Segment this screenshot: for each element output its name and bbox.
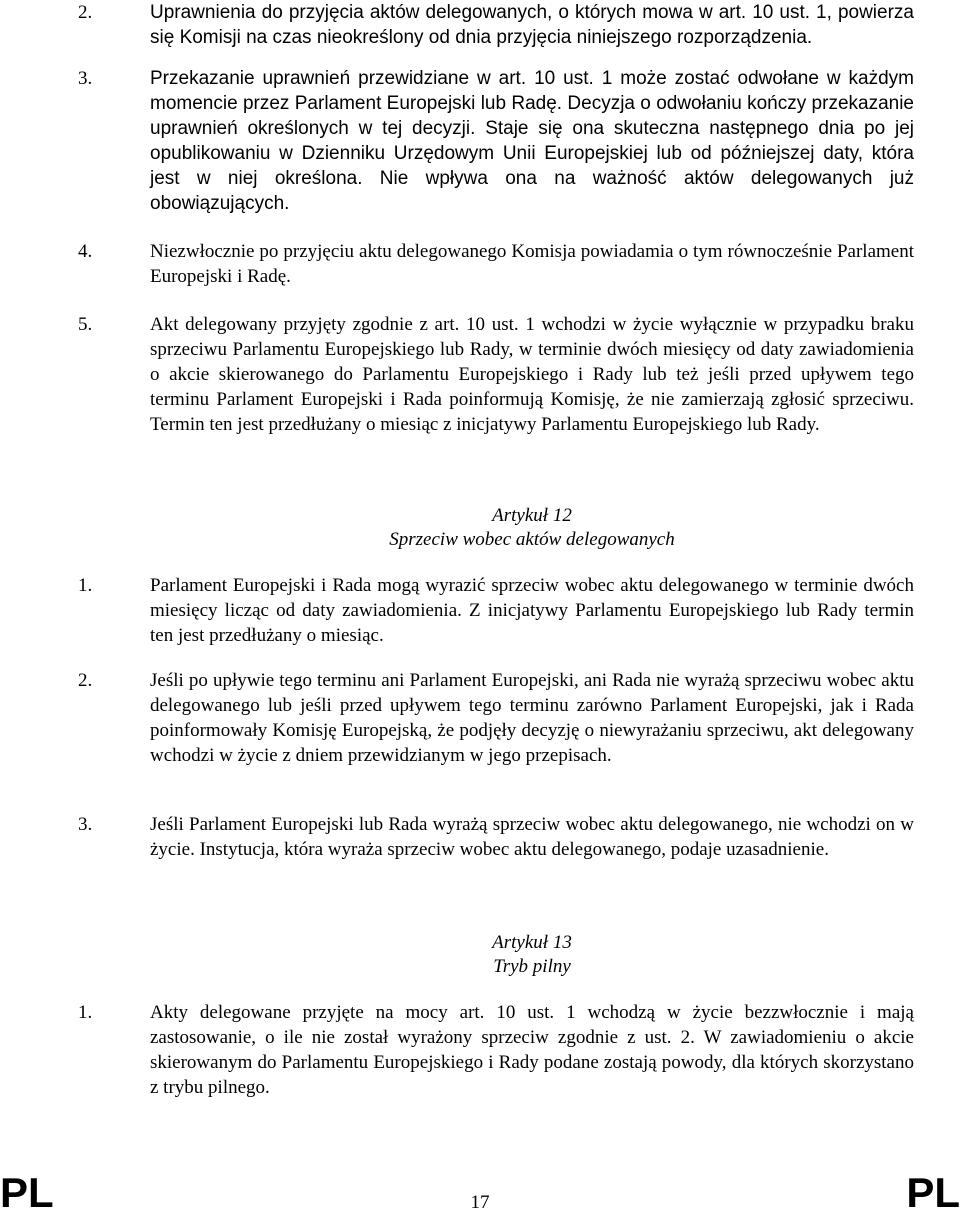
- paragraph-text: Parlament Europejski i Rada mogą wyrazić sprzeciw wobec aktu delegowanego w terminie dwóch miesięcy licząc od daty zawiadomienia. Z inicjatywy Parlamentu Europejskiego lub Rady termin ten jest przedłużany o miesiąc.: [150, 575, 914, 646]
- paragraph-12-3: [78, 812, 914, 862]
- paragraph-text: Akt delegowany przyjęty zgodnie z art. 10 ust. 1 wchodzi w życie wyłącznie w przypadku braku sprzeciwu Parlamentu Europejskiego lub Rady, w terminie dwóch miesięcy od daty zawiadomienia o akcie skierowanego do Parlamentu Europejskiego i Rady lub też jeśli przed upływem tego terminu Parlament Europejski i Rada poinformują Komisję, że nie zamierzają zgłosić sprzeciwu. Termin ten jest przedłużany o miesiąc z inicjatywy Parlamentu Europejskiego lub Rady.: [150, 314, 914, 435]
- paragraph-number: 5.: [78, 314, 93, 335]
- paragraph-number: 1.: [78, 1002, 93, 1023]
- paragraph-number: 3.: [78, 68, 93, 89]
- paragraph-text: Akty delegowane przyjęte na mocy art. 10 ust. 1 wchodzą w życie bezzwłocznie i mają zastosowanie, o ile nie został wyrażony sprzeciw zgodnie z ust. 2. W zawiadomieniu o akcie skierowanym do Parlamentu Europejskiego i Rady podane zostają powody, dla których skorzystano z trybu pilnego.: [150, 1002, 914, 1098]
- paragraph-number: 3.: [78, 814, 93, 835]
- paragraph-text: Przekazanie uprawnień przewidziane w art. 10 ust. 1 może zostać odwołane w każdym momencie przez Parlament Europejski lub Radę. Decyzja o odwołaniu kończy przekazanie uprawnień określonych w tej decyzji. Staje się ona skuteczna następnego dnia po jej opublikowaniu w Dzienniku Urzędowym Unii Europejskiej lub od późniejszej daty, która jest w niej określona. Nie wpływa ona na ważność aktów delegowanych już obowiązujących.: [150, 68, 914, 214]
- paragraph-12-2: [78, 668, 914, 768]
- paragraph-text: Niezwłocznie po przyjęciu aktu delegowanego Komisja powiadamia o tym równocześnie Parlament Europejski i Radę.: [150, 241, 914, 287]
- paragraph-text: Jeśli po upływie tego terminu ani Parlament Europejski, ani Rada nie wyrażą sprzeciwu wobec aktu delegowanego lub jeśli przed upływem tego terminu zarówno Parlament Europejski, jak i Rada poinformowały Komisję Europejską, że podjęły decyzję o niewyrażaniu sprzeciwu, akt delegowany wchodzi w życie z dniem przewidzianym w jego przepisach.: [150, 670, 914, 766]
- paragraph-number: 2.: [78, 2, 93, 23]
- paragraph-number: 1.: [78, 575, 93, 596]
- paragraph-number: 2.: [78, 670, 93, 691]
- paragraph-11-2: [78, 0, 914, 50]
- article-13-heading: Artykuł 13: [492, 932, 572, 953]
- paragraph-text: Uprawnienia do przyjęcia aktów delegowanych, o których mowa w art. 10 ust. 1, powierza się Komisji na czas nieokreślony od dnia przyjęcia niniejszego rozporządzenia.: [150, 2, 914, 48]
- paragraph-12-1: [78, 573, 914, 648]
- paragraph-13-1: [78, 1000, 914, 1100]
- article-12-heading: Artykuł 12: [492, 505, 572, 526]
- article-13-title: Tryb pilny: [493, 956, 571, 977]
- paragraph-11-5: [78, 312, 914, 437]
- paragraph-11-3: [78, 66, 914, 216]
- page-number: 17: [470, 1192, 490, 1213]
- paragraph-text: Jeśli Parlament Europejski lub Rada wyrażą sprzeciw wobec aktu delegowanego, nie wchodzi on w życie. Instytucja, która wyraża sprzeciw wobec aktu delegowanego, podaje uzasadnienie.: [150, 814, 914, 860]
- footer-language-left: PL: [0, 1169, 54, 1216]
- footer-language-right: PL: [906, 1169, 960, 1216]
- article-12-title: Sprzeciw wobec aktów delegowanych: [389, 529, 675, 550]
- paragraph-number: 4.: [78, 241, 93, 262]
- paragraph-11-4: [78, 239, 914, 289]
